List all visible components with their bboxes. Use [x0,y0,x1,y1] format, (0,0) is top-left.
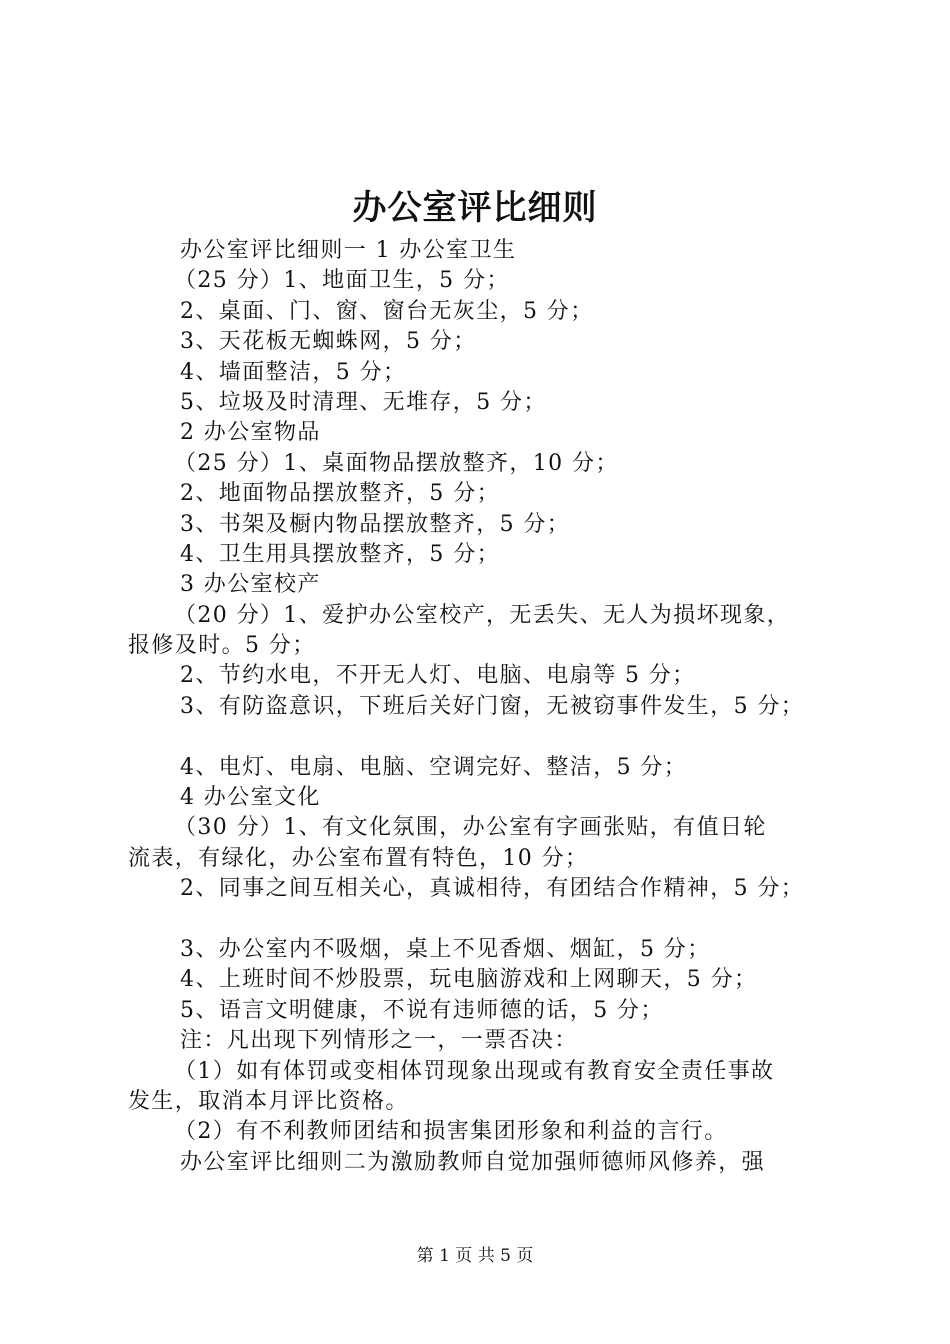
text-line: 3、天花板无蜘蛛网，5 分； [180,329,477,355]
text-line: 4 办公室文化 [180,785,321,811]
text-line: 4、上班时间不炒股票，玩电脑游戏和上网聊天，5 分； [180,967,758,993]
text-line: 办公室评比细则二为激励教师自觉加强师德师风修养，强 [180,1149,766,1175]
text-line: 5、垃圾及时清理、无堆存，5 分； [180,389,547,415]
text-line: 4、卫生用具摆放整齐，5 分； [180,541,500,567]
text-line: 2、地面物品摆放整齐，5 分； [180,481,500,507]
document-body [128,236,848,1178]
text-line: （2）有不利教师团结和损害集团形象和利益的言行。 [174,1119,728,1145]
text-line: 4、墙面整洁，5 分； [180,359,407,385]
text-line: 办公室评比细则一 1 办公室卫生 [180,238,517,263]
text-line: 3、办公室内不吸烟，桌上不见香烟、烟缸，5 分； [180,936,711,962]
text-line: 流表，有绿化，办公室布置有特色，10 分； [128,845,589,871]
text-line: 2、节约水电，不开无人灯、电脑、电扇等 5 分； [180,663,696,689]
blank-line [128,722,848,752]
text-line: 2 办公室物品 [180,420,321,446]
text-line: 报修及时。5 分； [128,633,316,659]
text-line: 3、书架及橱内物品摆放整齐，5 分； [180,511,571,537]
text-line: （30 分）1、有文化氛围，办公室有字画张贴，有值日轮 [174,815,767,841]
text-line: 发生，取消本月评比资格。 [128,1088,409,1114]
blank-line [128,905,848,935]
page-footer: 第 1 页 共 5 页 [416,1246,534,1266]
text-line: （25 分）1、桌面物品摆放整齐，10 分； [174,450,619,476]
text-line: 2、同事之间互相关心，真诚相待，有团结合作精神，5 分； [180,876,805,902]
document-title: 办公室评比细则 [352,188,598,228]
text-line: 5、语言文明健康，不说有违师德的话，5 分； [180,997,664,1023]
text-line: 2、桌面、门、窗、窗台无灰尘，5 分； [180,298,594,324]
text-line: 注：凡出现下列情形之一，一票否决： [180,1028,578,1054]
text-line: 3、有防盗意识，下班后关好门窗，无被窃事件发生，5 分； [180,693,805,719]
text-line: （20 分）1、爱护办公室校产，无丢失、无人为损坏现象， [174,602,791,628]
text-line: （25 分）1、地面卫生，5 分； [174,268,510,294]
text-line: 3 办公室校产 [180,572,321,598]
text-line: 4、电灯、电扇、电脑、空调完好、整洁，5 分； [180,754,688,780]
text-line: （1）如有体罚或变相体罚现象出现或有教育安全责任事故 [174,1058,775,1084]
